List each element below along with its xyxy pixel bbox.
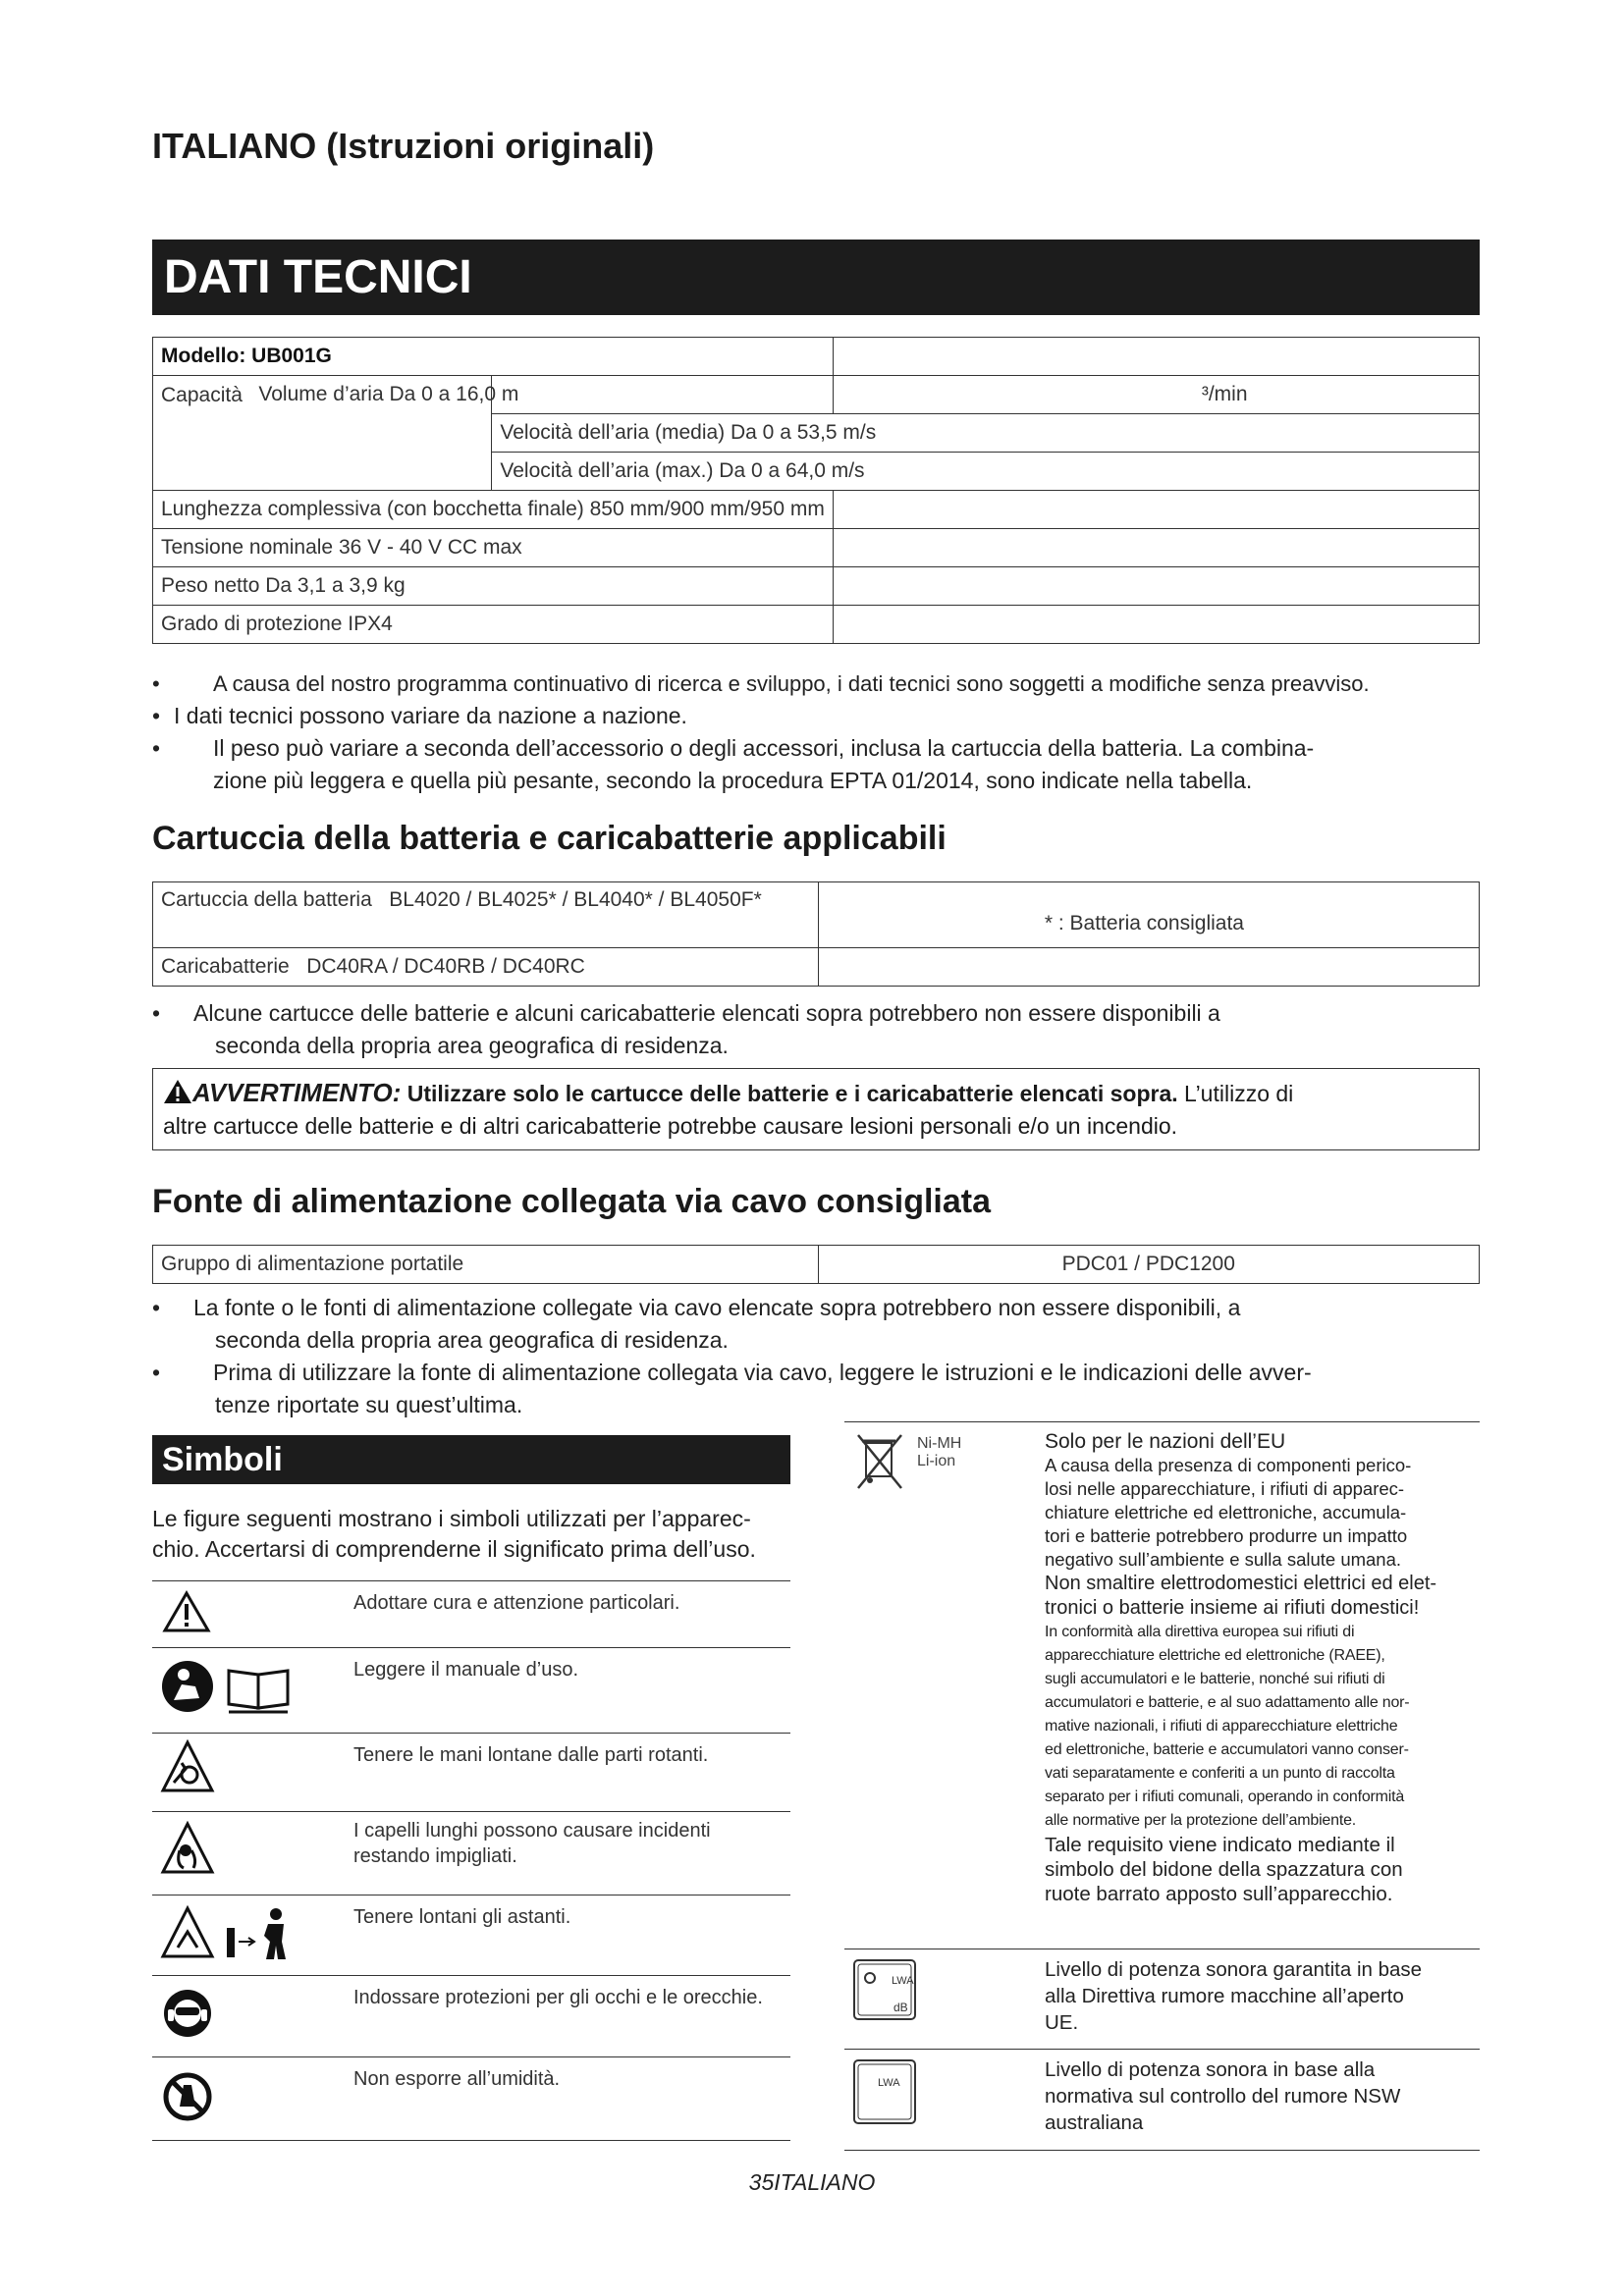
air-speed-max: Velocità dell’aria (max.) Da 0 a 64,0 m/s	[492, 453, 1480, 491]
no-moisture-icon	[162, 2071, 213, 2122]
bystanders-icon	[160, 1902, 307, 1963]
table-row	[153, 1246, 1480, 1284]
symbol-text: Tenere le mani lontane dalle parti rotanti.	[353, 1744, 709, 1766]
warning-box	[152, 1068, 1480, 1150]
list-item: • Prima di utilizzare la fonte di alimentazione collegata via cavo, leggere le istruzioni e le indicazioni delle avver-	[152, 1360, 1312, 1385]
battery-title: Cartuccia della batteria e caricabatterie applicabili	[152, 820, 947, 857]
caution-icon	[162, 1590, 211, 1633]
symbol-text: I capelli lunghi possono causare incidenti restando impigliati.	[353, 1820, 711, 1867]
page-number: 35ITALIANO	[748, 2169, 876, 2195]
table-row	[153, 376, 1480, 414]
symbol-text: Adottare cura e attenzione particolari.	[353, 1592, 680, 1614]
eu-line: simbolo del bidone della spazzatura con	[1045, 1858, 1403, 1881]
symbol-text: Non esporre all’umidità.	[353, 2068, 561, 2090]
symbols-banner: Simboli	[152, 1435, 790, 1484]
eye-ear-protection-icon	[162, 1988, 213, 2039]
eu-line: apparecchiature elettriche ed elettroniche (RAEE),	[1045, 1647, 1385, 1664]
sound-nsw-text	[1045, 2056, 1487, 2136]
air-volume-unit-cell	[833, 376, 1479, 414]
eu-line: Non smaltire elettrodomestici elettrici ed elet-	[1045, 1573, 1437, 1594]
warning-label: AVVERTIMENTO:	[192, 1078, 402, 1107]
intro-text: chio. Accertarsi di comprenderne il significato prima dell’uso.	[152, 1536, 756, 1562]
eu-line: tori e batterie potrebbero produrre un impatto	[1045, 1525, 1408, 1546]
air-speed-avg: Velocità dell’aria (media) Da 0 a 53,5 m/s	[492, 414, 1480, 453]
specs-table	[152, 337, 1480, 644]
table-row	[153, 882, 1480, 948]
list-item: • Alcune cartucce delle batterie e alcuni caricabatterie elencati sopra potrebbero non essere disponibili a	[152, 1000, 1220, 1026]
eu-line: A causa della presenza di componenti perico-	[1045, 1455, 1412, 1475]
empty-cell	[833, 491, 1479, 529]
sound-line: Livello di potenza sonora in base alla	[1045, 2058, 1376, 2081]
warning-bold-text: Utilizzare solo le cartucce delle batterie e i caricabatterie elencati sopra.	[406, 1081, 1178, 1106]
battery-note	[152, 997, 1488, 1062]
empty-cell	[818, 948, 1479, 987]
rotating-parts-icon	[160, 1739, 215, 1794]
capacity-label: Capacità	[161, 384, 243, 406]
list-item	[152, 765, 1488, 797]
badge-nimh: Ni-MH	[917, 1435, 962, 1452]
note-text: A causa del nostro programma continuativo di ricerca e sviluppo, i dati tecnici sono soggetti a modifiche senza preavviso.	[213, 671, 1370, 696]
power-notes	[152, 1292, 1488, 1421]
symbol-text: Indossare protezioni per gli occhi e le orecchie.	[353, 1987, 763, 2008]
empty-cell	[833, 338, 1479, 376]
eu-line: tronici o batterie insieme ai rifiuti domestici!	[1045, 1597, 1420, 1619]
eu-line: negativo sull’ambiente e sulla salute umana.	[1045, 1549, 1402, 1570]
empty-cell	[833, 567, 1479, 606]
table-row	[153, 606, 1480, 644]
spec-notes	[152, 667, 1488, 797]
recommended-note: * : Batteria consigliata	[818, 882, 1479, 948]
model-cell: Modello: UB001G	[153, 338, 834, 376]
note-text: seconda della propria area geografica di residenza.	[215, 1327, 729, 1353]
list-item: • Il peso può variare a seconda dell’accessorio o degli accessori, inclusa la cartuccia della batteria. La combina-	[152, 735, 1315, 761]
crossed-bin-icon	[854, 1431, 905, 1494]
symbol-text: Leggere il manuale d’uso.	[353, 1659, 579, 1681]
empty-cell	[833, 529, 1479, 567]
power-label: Gruppo di alimentazione portatile	[153, 1246, 819, 1284]
eu-disposal-text	[1045, 1429, 1487, 1906]
warning-icon	[163, 1079, 192, 1104]
eu-line: mative nazionali, i rifiuti di apparecchiature elettriche	[1045, 1718, 1398, 1735]
lwa-label: LWA	[892, 1975, 914, 1987]
note-text: zione più leggera e quella più pesante, secondo la procedura EPTA 01/2014, sono indicate nella tabella.	[213, 768, 1253, 793]
note-text: I dati tecnici possono variare da nazione a nazione.	[174, 703, 687, 728]
specs-banner: DATI TECNICI	[152, 240, 1480, 315]
table-row	[153, 338, 1480, 376]
list-item: • A causa del nostro programma continuativo di ricerca e sviluppo, i dati tecnici sono soggetti a modifiche senza preavviso.	[152, 671, 1370, 696]
sound-line: australiana	[1045, 2111, 1144, 2134]
eu-line: chiature elettriche ed elettroniche, accumula-	[1045, 1502, 1407, 1522]
eu-line: sugli accumulatori e le batterie, nonché sui rifiuti di	[1045, 1671, 1385, 1687]
net-weight: Peso netto Da 3,1 a 3,9 kg	[153, 567, 834, 606]
rated-voltage: Tensione nominale 36 V - 40 V CC max	[153, 529, 834, 567]
table-row	[153, 529, 1480, 567]
eu-line: Tale requisito viene indicato mediante il	[1045, 1834, 1395, 1856]
power-value: PDC01 / PDC1200	[818, 1246, 1479, 1284]
air-volume-cell	[258, 376, 833, 414]
battery-table	[152, 881, 1480, 987]
eu-line: vati separatamente e conferiti a un punto di raccolta	[1045, 1765, 1395, 1782]
charger: Caricabatterie DC40RA / DC40RB / DC40RC	[153, 948, 819, 987]
note-text: Prima di utilizzare la fonte di alimentazione collegata via cavo, leggere le istruzioni e le indicazioni delle avver-	[213, 1360, 1312, 1385]
overall-length: Lunghezza complessiva (con bocchetta finale) 850 mm/900 mm/950 mm	[153, 491, 834, 529]
eu-line: In conformità alla direttiva europea sui rifiuti di	[1045, 1624, 1355, 1640]
note-text: Alcune cartucce delle batterie e alcuni caricabatterie elencati sopra potrebbero non essere disponibili a	[193, 1000, 1220, 1026]
battery-cartridge: Cartuccia della batteria BL4020 / BL4025* / BL4040* / BL4050F*	[153, 882, 819, 948]
warning-text-line2: altre cartucce delle batterie e di altri caricabatterie potrebbe causare lesioni personali e/o un incendio.	[163, 1113, 1178, 1139]
lwa-label: LWA	[878, 2077, 900, 2089]
eu-line: ed elettroniche, batterie e accumulatori vanno conser-	[1045, 1741, 1409, 1758]
battery-type-badges	[917, 1435, 961, 1470]
sound-power-guaranteed-icon	[852, 1958, 921, 2023]
note-text: seconda della propria area geografica di residenza.	[215, 1033, 729, 1058]
symbol-text: Tenere lontani gli astanti.	[353, 1906, 571, 1928]
read-manual-icon	[160, 1657, 307, 1716]
sound-line: alla Direttiva rumore macchine all’aperto	[1045, 1985, 1404, 2007]
sound-power-nsw-icon	[852, 2058, 921, 2127]
table-row	[153, 567, 1480, 606]
table-row	[153, 491, 1480, 529]
eu-line: losi nelle apparecchiature, i rifiuti di apparec-	[1045, 1478, 1405, 1499]
note-text: La fonte o le fonti di alimentazione collegate via cavo elencate sopra potrebbero non essere disponibili, a	[193, 1295, 1241, 1320]
air-volume: Volume d’aria Da 0 a 16,0 m	[258, 383, 519, 405]
language-title: ITALIANO (Istruzioni originali)	[152, 126, 655, 166]
note-text: Il peso può variare a seconda dell’accessorio o degli accessori, inclusa la cartuccia della batteria. La combina-	[213, 735, 1315, 761]
symbols-intro	[152, 1504, 800, 1565]
sound-guaranteed-text	[1045, 1956, 1487, 2036]
note-text: tenze riportate su quest’ultima.	[215, 1392, 523, 1417]
table-row	[153, 948, 1480, 987]
intro-text: Le figure seguenti mostrano i simboli utilizzati per l’apparec-	[152, 1506, 751, 1531]
warning-text: L’utilizzo di	[1184, 1081, 1294, 1106]
sound-line: normativa sul controllo del rumore NSW	[1045, 2085, 1401, 2108]
sound-line: Livello di potenza sonora garantita in base	[1045, 1958, 1423, 1981]
air-volume-unit: ³/min	[1201, 383, 1248, 405]
eu-line: ruote barrato apposto sull’apparecchio.	[1045, 1883, 1393, 1905]
protection-grade: Grado di protezione IPX4	[153, 606, 834, 644]
badge-liion: Li-ion	[917, 1453, 956, 1469]
list-item: • La fonte o le fonti di alimentazione collegate via cavo elencate sopra potrebbero non essere disponibili, a	[152, 1295, 1241, 1320]
eu-line: alle normative per la protezione dell’ambiente.	[1045, 1812, 1357, 1829]
power-table	[152, 1245, 1480, 1284]
long-hair-icon	[160, 1821, 215, 1876]
list-item: • I dati tecnici possono variare da nazione a nazione.	[152, 703, 687, 728]
eu-line: accumulatori e batterie, e al suo adattamento alle nor-	[1045, 1694, 1410, 1711]
eu-line: Solo per le nazioni dell’EU	[1045, 1430, 1286, 1453]
sound-line: UE.	[1045, 2011, 1079, 2034]
eu-line: separato per i rifiuti comunali, operando in conformità	[1045, 1789, 1405, 1805]
empty-cell	[833, 606, 1479, 644]
svg-text:dB: dB	[893, 2001, 908, 2014]
power-title: Fonte di alimentazione collegata via cavo consigliata	[152, 1183, 992, 1220]
